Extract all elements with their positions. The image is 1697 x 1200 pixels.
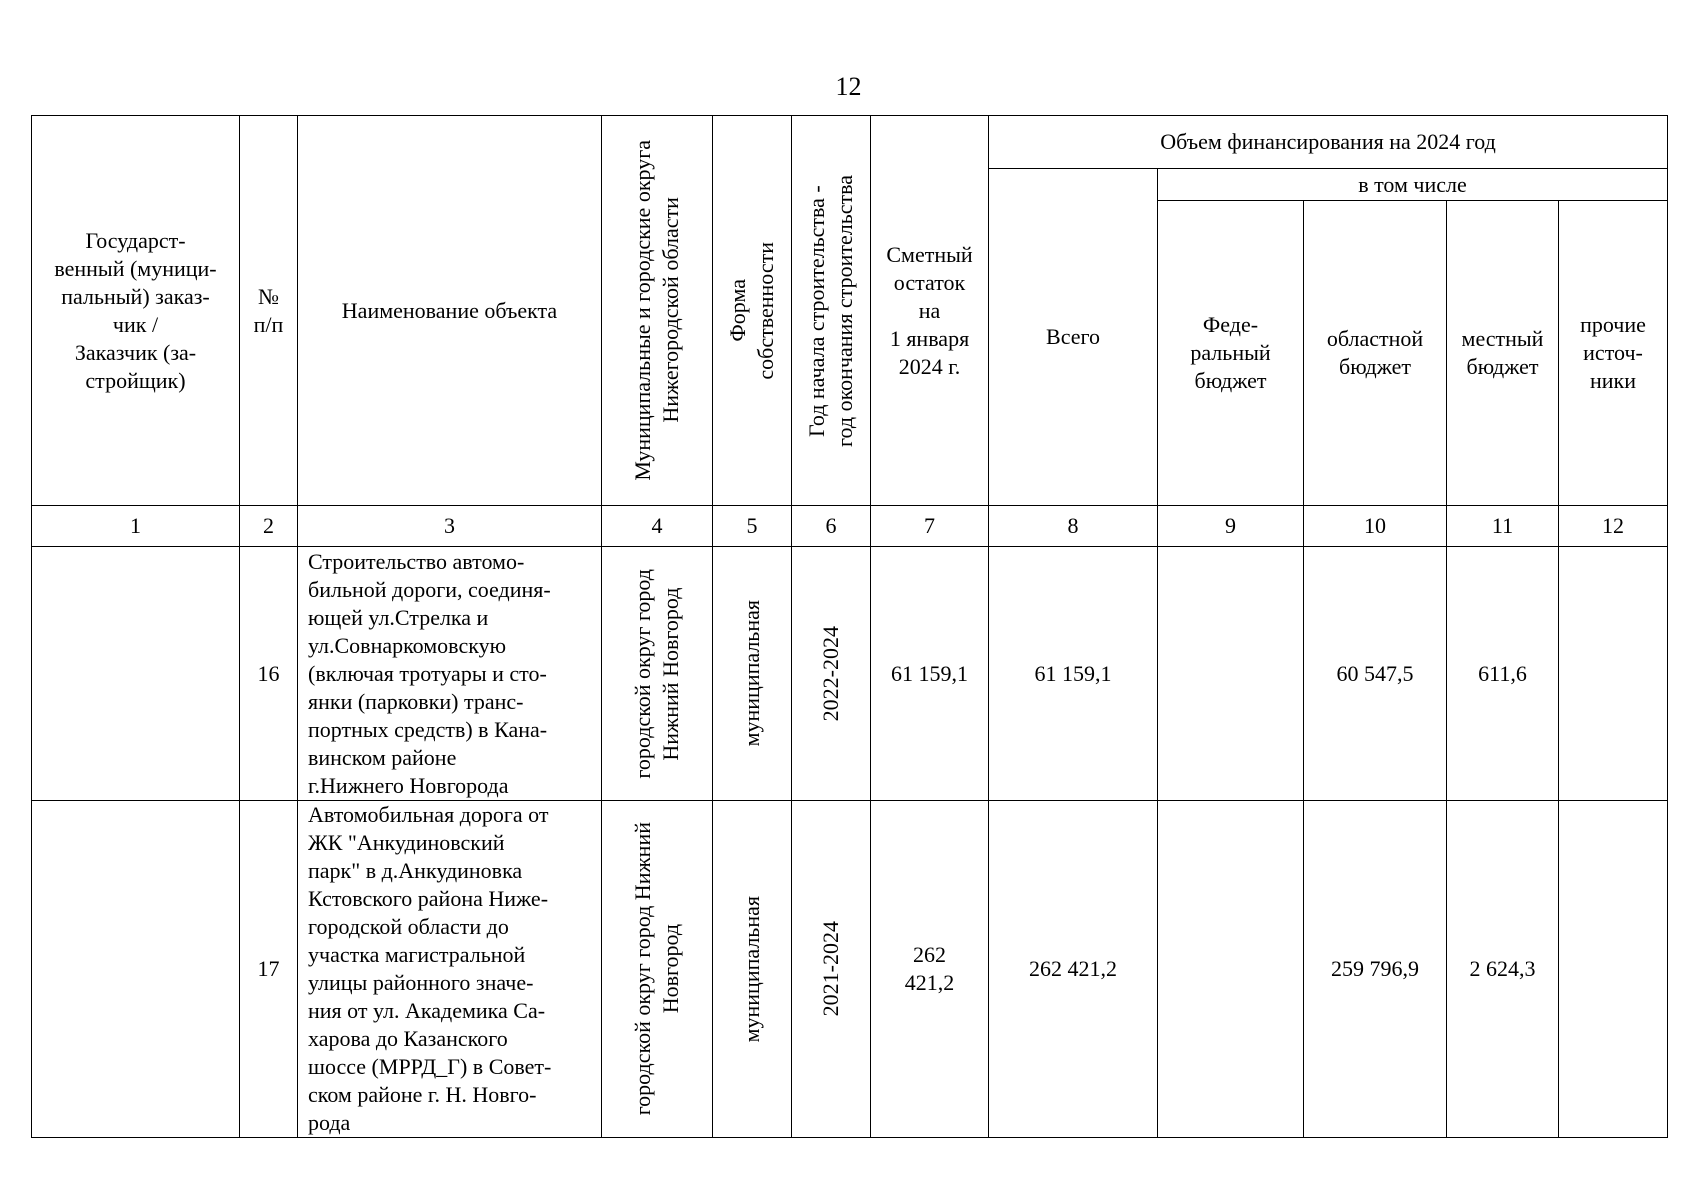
table-row xyxy=(32,547,1668,801)
column-number: 1 xyxy=(32,506,240,547)
column-number: 11 xyxy=(1447,506,1559,547)
column-number: 9 xyxy=(1158,506,1304,547)
header-total: Всего xyxy=(989,169,1158,506)
header-estimate: Сметный остаток на 1 января 2024 г. xyxy=(871,116,989,506)
row-local: 2 624,3 xyxy=(1447,801,1559,1138)
column-number: 2 xyxy=(240,506,298,547)
column-number: 4 xyxy=(602,506,713,547)
row-years: 2021-2024 xyxy=(792,801,871,1138)
header-row-1 xyxy=(32,116,1668,169)
header-years: Год начала строительства - год окончания строительства xyxy=(792,116,871,506)
header-federal: Феде- ральный бюджет xyxy=(1158,201,1304,506)
row-federal xyxy=(1158,801,1304,1138)
row-federal xyxy=(1158,547,1304,801)
column-number: 10 xyxy=(1304,506,1447,547)
column-number: 6 xyxy=(792,506,871,547)
header-ownership: Форма собственности xyxy=(713,116,792,506)
table-row xyxy=(32,801,1668,1138)
row-estimate: 61 159,1 xyxy=(871,547,989,801)
column-number: 12 xyxy=(1559,506,1668,547)
header-municipality: Муниципальные и городские округа Нижегородской области xyxy=(602,116,713,506)
column-number: 3 xyxy=(298,506,602,547)
row-num: 16 xyxy=(240,547,298,801)
header-funding-group: Объем финансирования на 2024 год xyxy=(989,116,1668,169)
row-municipality: городской округ город Нижний Новгород xyxy=(602,801,713,1138)
column-number: 8 xyxy=(989,506,1158,547)
row-municipality: городской округ город Нижний Новгород xyxy=(602,547,713,801)
row-ownership: муниципальная xyxy=(713,801,792,1138)
row-years: 2022-2024 xyxy=(792,547,871,801)
row-regional: 60 547,5 xyxy=(1304,547,1447,801)
column-numbers-row xyxy=(32,506,1668,547)
row-ownership: муниципальная xyxy=(713,547,792,801)
header-other: прочие источ- ники xyxy=(1559,201,1668,506)
row-customer xyxy=(32,801,240,1138)
row-estimate: 262 421,2 xyxy=(871,801,989,1138)
header-customer: Государст- венный (муници- пальный) заказ- чик / Заказчик (за- стройщик) xyxy=(32,116,240,506)
row-customer xyxy=(32,547,240,801)
page-number: 12 xyxy=(835,72,862,101)
row-local: 611,6 xyxy=(1447,547,1559,801)
row-total: 61 159,1 xyxy=(989,547,1158,801)
column-number: 7 xyxy=(871,506,989,547)
column-number: 5 xyxy=(713,506,792,547)
header-regional: областной бюджет xyxy=(1304,201,1447,506)
row-num: 17 xyxy=(240,801,298,1138)
row-object-name: Автомобильная дорога от ЖК "Анкудиновский парк" в д.Анкудиновка Кстовского района Ниже- городской области до участка магистральной улицы районного значе- ния от ул. Академика Са- харова до Казанского шоссе (МРРД_Г) в Совет- ском районе г. Н. Новго- рода xyxy=(298,801,602,1138)
construction-funding-table xyxy=(31,115,1668,1138)
row-total: 262 421,2 xyxy=(989,801,1158,1138)
row-other xyxy=(1559,801,1668,1138)
header-including: в том числе xyxy=(1158,169,1668,201)
header-num: № п/п xyxy=(240,116,298,506)
row-other xyxy=(1559,547,1668,801)
header-object-name: Наименование объекта xyxy=(298,116,602,506)
row-object-name: Строительство автомо- бильной дороги, соединя- ющей ул.Стрелка и ул.Совнаркомовскую (включая тротуары и сто- янки (парковки) транс- портных средств) в Кана- винском районе г.Нижнего Новгорода xyxy=(298,547,602,801)
row-regional: 259 796,9 xyxy=(1304,801,1447,1138)
header-local: местный бюджет xyxy=(1447,201,1559,506)
